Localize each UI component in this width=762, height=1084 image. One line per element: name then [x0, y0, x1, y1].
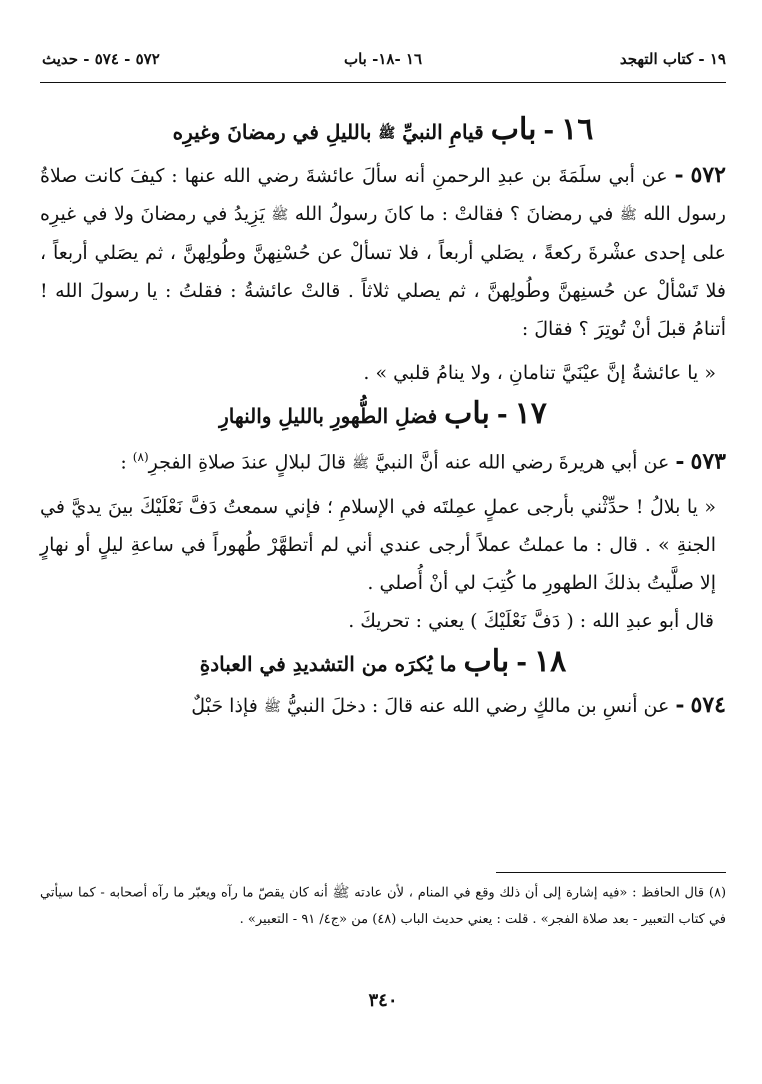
hadith-separator: -: [674, 161, 684, 188]
hadith-text-cont: يَزِيدُ في رمضانَ ولا في غيرِه على إحدى عشْرةَ ركعةً ، يصَلي أربعاً ، فلا تسألْ عن حُسْنِهنَّ وطُولِهنَّ ، ثم يصَلي أربعاً ، فلا تَسْألْ عن حُسنِهنَّ وطُولِهنَّ ، ثم يصلي ثلاثاً . قالتْ عائشةُ : فقلتُ : يا رسولَ الله ! أتنامُ قبلَ أنْ تُوتِرَ ؟ فقالَ :: [40, 202, 726, 340]
hadith-text-cont: :: [120, 450, 127, 473]
footnote-reference[interactable]: (٨): [132, 449, 149, 464]
sallallahu-glyph: ﷺ: [271, 206, 289, 223]
hadith-573-note: قال أبو عبدِ الله : ( دَفَّ نَعْلَيْكَ ) يعني : تحريكَ .: [348, 609, 714, 632]
bab-number: ١٦: [561, 112, 594, 147]
bab-title: قيامِ النبيِّ: [402, 120, 484, 144]
hadith-573: [40, 438, 726, 482]
bab-number: ١٧: [514, 395, 547, 431]
hadith-text: عن أنسِ بن مالكٍ رضي الله عنه قالَ : دخلَ النبيُّ: [286, 694, 670, 717]
bab-title: ما يُكرَه من التشديدِ في العبادةِ: [199, 651, 457, 676]
section-range: ١٦ -١٨- باب: [343, 50, 423, 68]
hadith-574: [40, 686, 726, 726]
footnote-divider: [496, 872, 726, 873]
book-page: [40, 0, 726, 1084]
sallallahu-glyph: ﷺ: [332, 885, 350, 901]
hadith-text: عن أبي سلَمَةَ بن عبدِ الرحمنِ أنه سألَ عائشةَ رضي الله عنها : كيفَ كانت صلاةُ رسول الله: [40, 164, 726, 225]
sallallahu-glyph: ﷺ: [263, 698, 281, 715]
bab-separator: -: [496, 399, 508, 430]
page-number: ٣٤٠: [368, 990, 398, 1011]
hadith-range: ٥٧٢ - ٥٧٤ - حديث: [42, 50, 160, 68]
chapter-title: ١٩ - كتاب التهجد: [619, 50, 726, 68]
bab-separator: -: [516, 647, 528, 678]
hadith-573-quote: « يا بلالُ ! حدِّثْني بأرجى عملٍ عمِلتَه في الإسلامِ ؛ فإني سمعتُ دَفَّ نَعْلَيْكَ بينَ يديَّ في الجنةِ » . قال : ما عملتُ عملاً أرجى عندي أني لم أتطهَّرْ طُهوراً في ساعةِ ليلٍ أو نهارٍ إلا صلَّيتُ بذلكَ الطهورِ ما كُتِبَ لي أنْ أُصلي .: [40, 495, 716, 594]
hadith-text-cont: فإذا حَبْلٌ: [191, 694, 258, 717]
footnote-text-cont: أنه كان يقصّ ما رآه ويعبّر ما رآه أصحابه - كما سيأتي في كتاب التعبير - بعد صلاة الفجر» . قلت : يعني حديث الباب (٤٨) من «ج٤/ ٩١ - التعبير» .: [40, 885, 726, 927]
hadith-number: ٥٧٤: [690, 691, 726, 718]
bab-heading-16: [40, 108, 726, 156]
footnote-8: [40, 880, 726, 933]
hadith-number: ٥٧٣: [690, 447, 726, 474]
hadith-text: عن أبي هريرةَ رضي الله عنه أنَّ النبيَّ: [375, 450, 670, 473]
hadith-text-cont: في رمضانَ ؟ فقالتْ : ما كانَ رسولُ الله: [294, 202, 614, 225]
bab-keyword: باب: [463, 643, 510, 679]
hadith-number: ٥٧٢: [690, 161, 726, 188]
hadith-572-quote: « يا عائشةُ إنَّ عيْنَيَّ تنامانِ ، ولا ينامُ قلبي » .: [363, 361, 716, 384]
bab-heading-17: [40, 392, 726, 438]
header-divider: [40, 82, 726, 83]
bab-title: فضلِ الطُّهورِ بالليلِ والنهارِ: [219, 403, 438, 428]
sallallahu-glyph: ﷺ: [619, 206, 637, 223]
sallallahu-glyph: ﷺ: [378, 125, 396, 142]
hadith-separator: -: [675, 447, 685, 474]
bab-keyword: باب: [444, 395, 490, 431]
running-head: [40, 50, 726, 74]
hadith-text-cont: قالَ لبلالٍ عندَ صلاةِ الفجرِ: [148, 450, 347, 473]
bab-separator: -: [543, 116, 555, 146]
bab-heading-18: [40, 640, 726, 686]
bab-keyword: باب: [490, 112, 537, 147]
footnote-text: (٨) قال الحافظ : «فيه إشارة إلى أن ذلك وقع في المنام ، لأن عادته: [354, 885, 727, 901]
bab-number: ١٨: [534, 643, 567, 679]
main-text: [40, 108, 726, 726]
sallallahu-glyph: ﷺ: [352, 454, 369, 471]
hadith-572: [40, 156, 726, 348]
bab-title-cont: بالليلِ في رمضانَ وغيرِه: [172, 120, 372, 144]
hadith-separator: -: [675, 691, 685, 718]
